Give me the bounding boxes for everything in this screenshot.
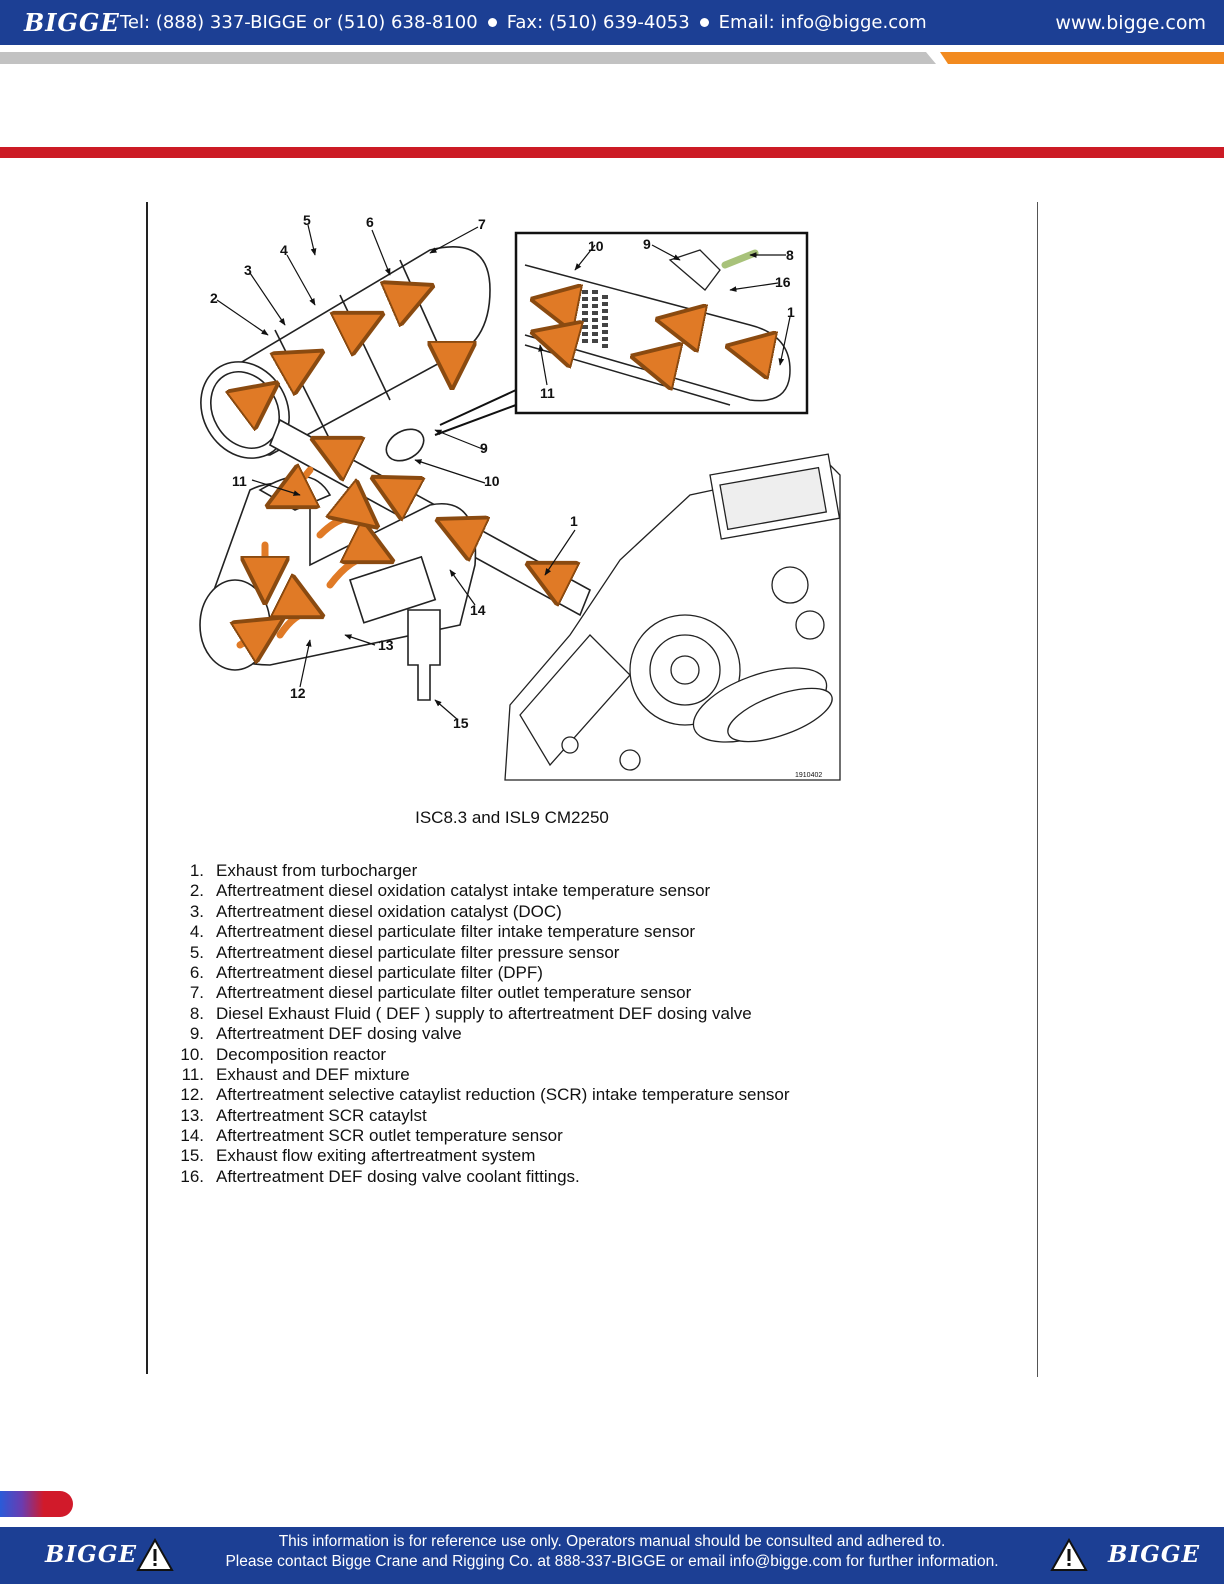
legend-number: 1.: [189, 861, 204, 880]
page-frame-right: [1037, 202, 1038, 1377]
website-link[interactable]: www.bigge.com: [1055, 12, 1206, 34]
orange-accent-stripe: [940, 52, 1224, 64]
legend-text: Aftertreatment diesel particulate filter intake temperature sensor: [216, 922, 696, 942]
legend-number: 11.: [181, 1064, 204, 1084]
legend-text: Aftertreatment DEF dosing valve: [216, 1024, 462, 1044]
legend-number: 6.: [189, 962, 204, 982]
phone-text[interactable]: Tel: (888) 337-BIGGE or (510) 638-8100: [120, 12, 478, 33]
figure-code: 1910402: [795, 772, 823, 779]
legend-item: [170, 1106, 860, 1126]
callout-5: 5: [303, 212, 311, 228]
legend-text: Aftertreatment selective cataylist reduction (SCR) intake temperature sensor: [216, 1085, 790, 1105]
warning-icon: [136, 1538, 174, 1572]
footer-logo-right[interactable]: BIGGE: [1108, 1541, 1201, 1568]
fax-text: Fax: (510) 639-4053: [506, 12, 690, 33]
doc-dpf-canister: [190, 247, 490, 475]
inset-callout-9: 9: [643, 236, 651, 252]
bigge-logo[interactable]: BIGGE: [24, 8, 120, 37]
legend-number: 15.: [180, 1146, 204, 1166]
inset-callout-11: 11: [540, 385, 555, 401]
legend-number: 2.: [189, 881, 204, 901]
legend-item: [170, 1045, 860, 1065]
legend-text: Aftertreatment DEF dosing valve coolant fittings.: [216, 1166, 580, 1186]
legend-item: [170, 1004, 860, 1024]
legend-item: [170, 881, 860, 901]
legend-text: Exhaust and DEF mixture: [216, 1064, 410, 1084]
callout-13: 13: [378, 637, 394, 653]
disclaimer-text: [180, 1532, 1044, 1572]
legend-item: [170, 963, 860, 983]
callout-3: 3: [244, 262, 252, 278]
disclaimer-line-2: Please contact Bigge Crane and Rigging Co. at 888-337-BIGGE or email info@bigge.com for further information.: [225, 1553, 999, 1570]
legend-item: [170, 1065, 860, 1085]
legend-number: 7.: [189, 983, 204, 1003]
inset-callout-1: 1: [787, 304, 795, 320]
inset-callout-10: 10: [588, 238, 604, 254]
legend-text: Exhaust flow exiting aftertreatment system: [216, 1146, 536, 1166]
legend-text: Decomposition reactor: [216, 1044, 387, 1064]
legend-number: 12.: [180, 1085, 204, 1105]
legend-item: [170, 861, 860, 881]
callout-4: 4: [280, 242, 288, 258]
legend-item: [170, 902, 860, 922]
red-divider-bar: [0, 147, 1224, 158]
callout-7: 7: [478, 216, 486, 232]
figure-caption: ISC8.3 and ISL9 CM2250: [415, 808, 609, 827]
legend-text: Aftertreatment diesel particulate filter pressure sensor: [216, 942, 620, 962]
legend-item: [170, 1146, 860, 1166]
legend-item: [170, 1167, 860, 1187]
legend-item: [170, 1024, 860, 1044]
callout-12: 12: [290, 685, 306, 701]
legend-item: [170, 922, 860, 942]
callout-14: 14: [470, 602, 486, 618]
footer-logo-left[interactable]: BIGGE: [45, 1541, 138, 1568]
separator-dot: [488, 18, 497, 27]
callout-11: 11: [232, 473, 247, 489]
contact-line: [120, 12, 927, 33]
gray-accent-stripe: [0, 52, 936, 64]
legend-number: 16.: [180, 1166, 204, 1186]
callout-2: 2: [210, 290, 218, 306]
page-frame-left: [146, 202, 148, 1374]
legend-number: 8.: [189, 1003, 204, 1023]
legend-number: 5.: [189, 942, 204, 962]
legend-text: Diesel Exhaust Fluid ( DEF ) supply to aftertreatment DEF dosing valve: [216, 1003, 752, 1023]
callout-9: 9: [480, 440, 488, 456]
legend-text: Aftertreatment diesel oxidation catalyst intake temperature sensor: [216, 881, 711, 901]
separator-dot: [700, 18, 709, 27]
legend-text: Aftertreatment diesel particulate filter outlet temperature sensor: [216, 983, 692, 1003]
inset-callout-8: 8: [786, 247, 794, 263]
legend-text: Aftertreatment SCR outlet temperature sensor: [216, 1126, 563, 1146]
callout-10: 10: [484, 473, 500, 489]
legend-number: 14.: [180, 1126, 204, 1146]
scr-canister: [200, 476, 475, 700]
dosing-valve-inset: [435, 233, 807, 435]
legend-number: 10.: [180, 1044, 204, 1064]
legend-item: [170, 983, 860, 1003]
legend-text: Aftertreatment diesel particulate filter (DPF): [216, 962, 543, 982]
aftertreatment-diagram: [190, 205, 842, 790]
callout-6: 6: [366, 214, 374, 230]
legend-number: 3.: [189, 901, 204, 921]
legend-text: Exhaust from turbocharger: [216, 861, 418, 880]
legend-item: [170, 943, 860, 963]
legend-text: Aftertreatment diesel oxidation catalyst (DOC): [216, 901, 562, 921]
callout-1: 1: [570, 513, 578, 529]
legend-item: [170, 1085, 860, 1105]
footer-bar: [0, 1527, 1224, 1584]
warning-icon: [1050, 1538, 1088, 1572]
email-text[interactable]: Email: info@bigge.com: [718, 12, 927, 33]
legend-item: [170, 1126, 860, 1146]
legend-text: Aftertreatment SCR cataylst: [216, 1105, 427, 1125]
top-contact-bar: [0, 0, 1224, 45]
inset-callout-16: 16: [775, 274, 791, 290]
component-legend: [170, 861, 860, 1187]
legend-number: 13.: [180, 1105, 204, 1125]
page-tab-marker: [0, 1491, 73, 1517]
callout-15: 15: [453, 715, 469, 731]
legend-number: 9.: [189, 1024, 204, 1044]
engine-block: [505, 454, 840, 780]
legend-number: 4.: [189, 922, 204, 942]
disclaimer-line-1: This information is for reference use only. Operators manual should be consulted and adhered to.: [278, 1533, 946, 1550]
